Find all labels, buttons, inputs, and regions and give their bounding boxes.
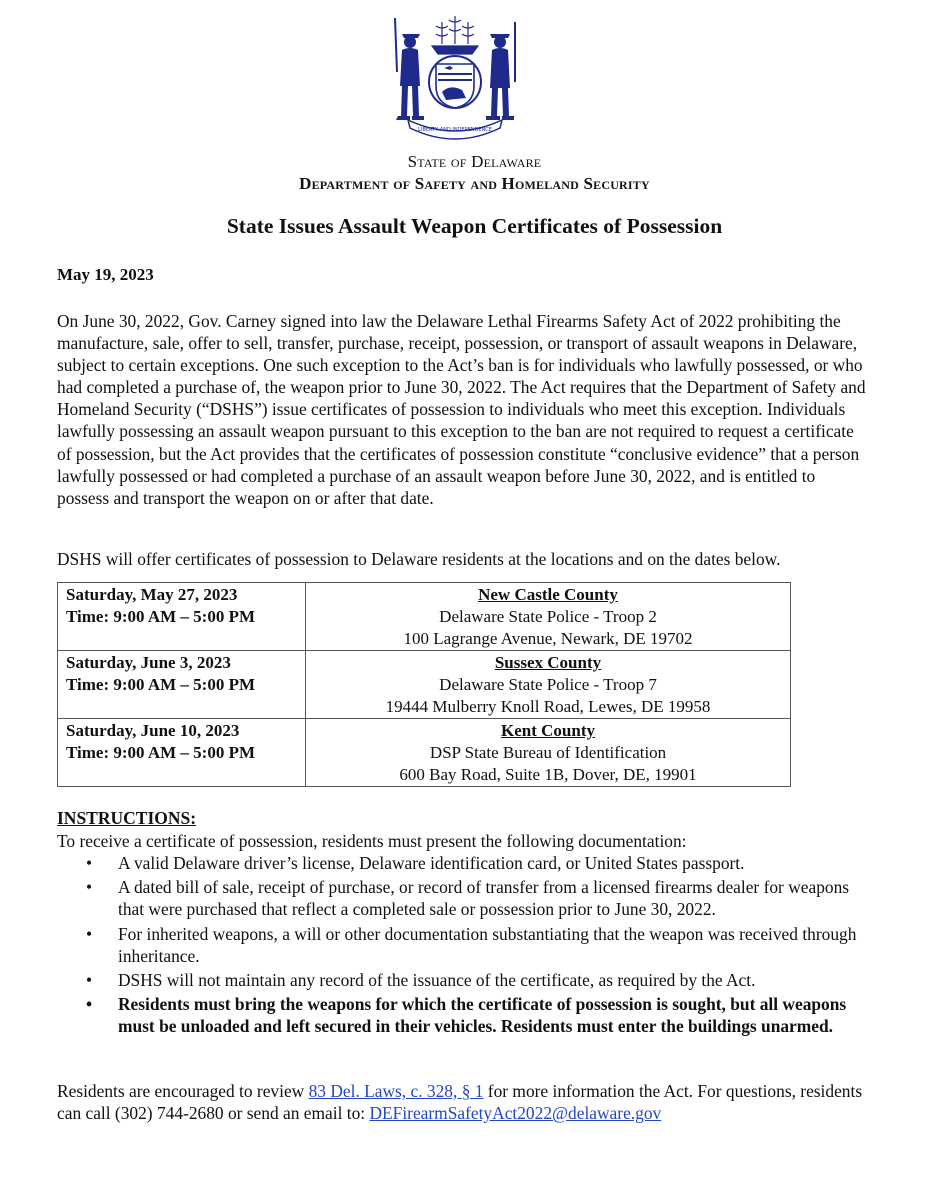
list-item-text: For inherited weapons, a will or other documentation substantiating that the weapon was received through inheritance.	[118, 923, 857, 966]
state-name: State of Delaware	[407, 152, 542, 171]
schedule-time: Time: 9:00 AM – 5:00 PM	[66, 743, 256, 762]
bullet-icon: •	[86, 853, 93, 873]
intro-paragraph: On June 30, 2022, Gov. Carney signed into law the Delaware Lethal Firearms Safety Act of 2022 prohibiting the manufacture, sale, offer to sell, transfer, purchase, receipt, possession, or transport of assault weapons in Delaware, subject to certain exceptions. One such exception to the Act’s ban is for individuals who lawfully possessed, or who had completed a purchase of, the weapon prior to June 30, 2022. The Act requires that the Department of Safety and Homeland Security (“DSHS”) issue certificates of possession to individuals who meet this exception. Individuals lawfully possessing an assault weapon pursuant to this exception to the ban are not required to request a certificate of possession, but the Act provides that the certificates of possession constitute “conclusive evidence” that a person lawfully possessed or had completed a purchase of an assault weapon before June 30, 2022, and is entitled to possess and transport the weapon on or after that date.	[57, 311, 866, 508]
closing-paragraph	[57, 1080, 877, 1124]
release-date: May 19, 2023	[57, 265, 154, 284]
law-link[interactable]: 83 Del. Laws, c. 328, § 1	[308, 1081, 484, 1101]
schedule-where	[306, 651, 791, 719]
list-item	[57, 923, 877, 967]
department-name: Department of Safety and Homeland Security	[299, 174, 650, 193]
list-item-text: A valid Delaware driver’s license, Delaware identification card, or United States passport.	[118, 853, 745, 873]
schedule-address: 100 Lagrange Avenue, Newark, DE 19702	[403, 629, 693, 648]
schedule-when	[58, 719, 306, 787]
schedule-county: Kent County	[501, 721, 595, 740]
schedule-where	[306, 719, 791, 787]
offer-paragraph: DSHS will offer certificates of possession to Delaware residents at the locations and on the dates below.	[57, 549, 781, 569]
schedule-date: Saturday, June 3, 2023	[66, 653, 231, 672]
closing-text-2: for more information the Act. For questions, residents can call (302) 744-2680 or send an email to:	[57, 1081, 863, 1124]
table-row	[58, 583, 791, 651]
instructions-heading: INSTRUCTIONS:	[57, 808, 197, 828]
schedule-date: Saturday, May 27, 2023	[66, 585, 238, 604]
schedule-where	[306, 583, 791, 651]
email-link[interactable]: DEFirearmSafetyAct2022@delaware.gov	[369, 1103, 662, 1124]
seal-motto: LIBERTY AND INDEPENDENCE	[418, 127, 492, 133]
list-item	[57, 969, 877, 991]
bullet-icon: •	[86, 877, 93, 898]
schedule-address: 600 Bay Road, Suite 1B, Dover, DE, 19901	[399, 765, 697, 784]
schedule-address: 19444 Mulberry Knoll Road, Lewes, DE 19958	[385, 697, 711, 716]
schedule-site: Delaware State Police - Troop 2	[439, 607, 657, 626]
list-item-text: DSHS will not maintain any record of the issuance of the certificate, as required by the Act.	[118, 970, 756, 991]
list-item	[57, 993, 877, 1037]
schedule-when	[58, 651, 306, 719]
list-item-text: Residents must bring the weapons for which the certificate of possession is sought, but all weapons must be unloaded and left secured in their vehicles. Residents must enter the buildings unarmed.	[118, 994, 847, 1037]
table-row	[58, 651, 791, 719]
delaware-seal	[380, 12, 530, 144]
bullet-icon: •	[86, 970, 93, 991]
schedule-county: New Castle County	[478, 585, 618, 604]
schedule-table	[57, 582, 791, 787]
schedule-when	[58, 583, 306, 651]
bullet-icon: •	[86, 994, 93, 1015]
list-item	[57, 852, 877, 874]
schedule-date: Saturday, June 10, 2023	[66, 721, 240, 740]
schedule-time: Time: 9:00 AM – 5:00 PM	[66, 675, 256, 694]
closing-text-1: Residents are encouraged to review	[57, 1081, 309, 1101]
page-title: State Issues Assault Weapon Certificates of Possession	[226, 214, 723, 238]
list-item	[57, 876, 877, 920]
instructions-list	[57, 852, 877, 1040]
bullet-icon: •	[86, 923, 93, 944]
schedule-site: DSP State Bureau of Identification	[429, 743, 667, 762]
instructions-intro: To receive a certificate of possession, residents must present the following documentation:	[57, 831, 687, 851]
table-row	[58, 719, 791, 787]
schedule-site: Delaware State Police - Troop 7	[439, 675, 657, 694]
list-item-text: A dated bill of sale, receipt of purchase, or record of transfer from a licensed firearms dealer for weapons that were purchased that reflect a completed sale or possession prior to June 30, 2022.	[118, 877, 850, 920]
schedule-time: Time: 9:00 AM – 5:00 PM	[66, 607, 256, 626]
schedule-county: Sussex County	[494, 653, 602, 672]
